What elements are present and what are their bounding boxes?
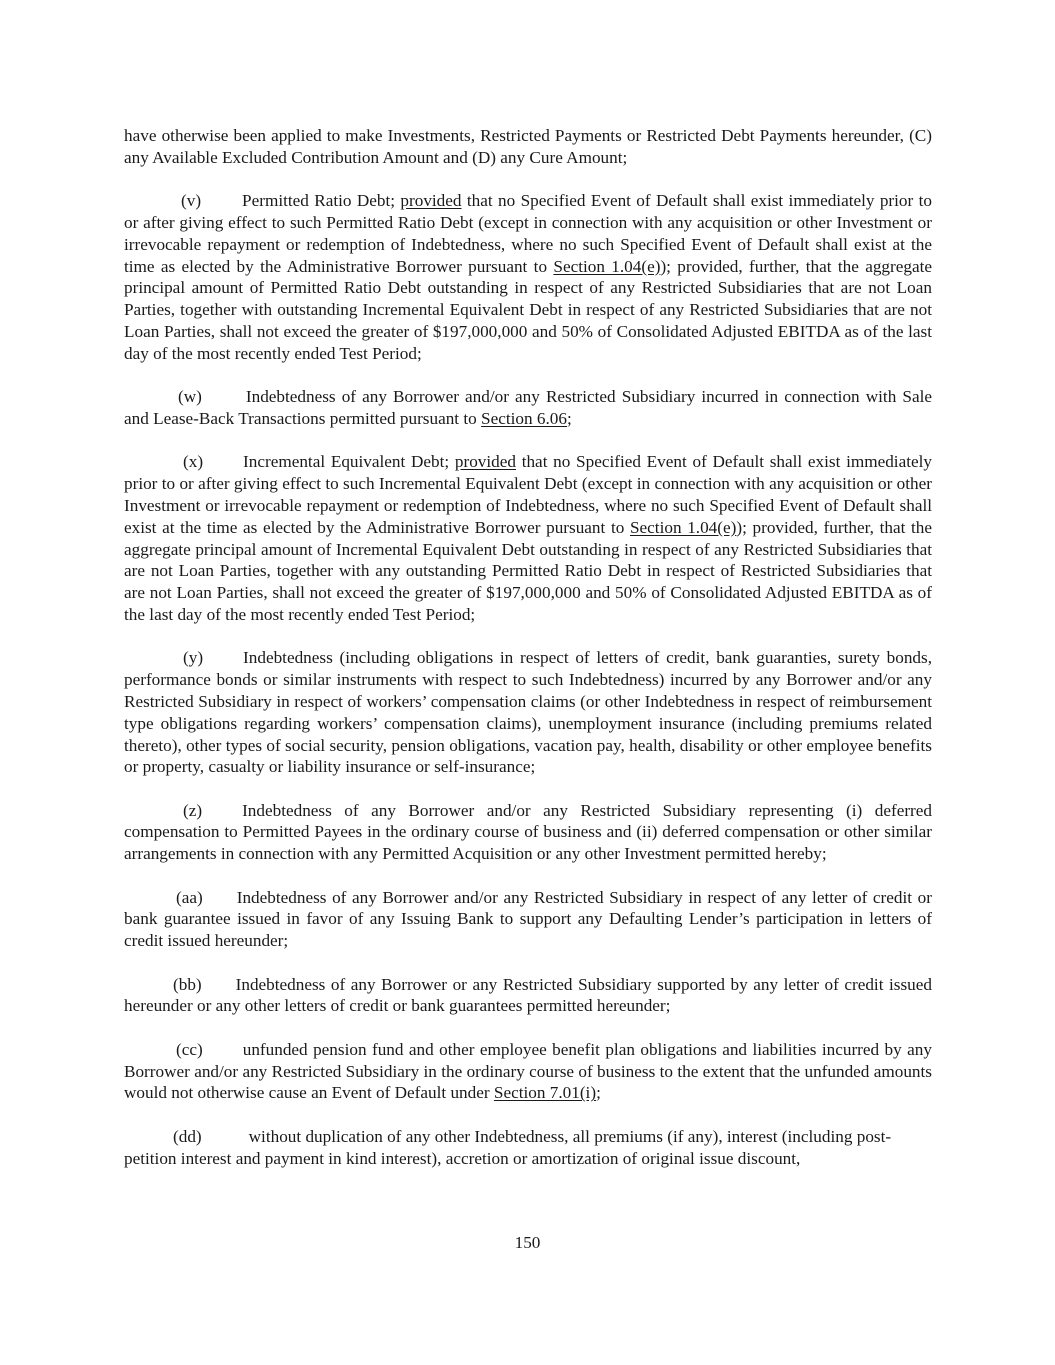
clause-text: ;	[566, 408, 572, 428]
clause-x	[124, 451, 932, 625]
clause-text: ); provided, further, that the aggregate principal amount of Permitted Ratio Debt outstanding in respect of any Restricted Subsidiaries that are not Loan Parties, together with outstanding Incremental Equivalent Debt in respect of any Restricted Subsidiaries that are not Loan Parties, shall not exceed the greater of $197,000,000 and 50% of Consolidated Adjusted EBITDA as of the last day of the most recently ended Test Period;	[124, 256, 932, 363]
clause-label: (aa)	[176, 887, 203, 907]
clause-dd	[124, 1126, 932, 1170]
clause-text: Indebtedness of any Borrower and/or any Restricted Subsidiary in respect of any letter of credit or bank guarantee issued in favor of any Issuing Bank to support any Defaulting Lender’s participation in letters of credit issued hereunder;	[124, 887, 932, 951]
clause-label: (cc)	[176, 1039, 203, 1059]
clause-label: (w)	[178, 387, 202, 407]
paragraph-list	[124, 190, 932, 1169]
clause-text: unfunded pension fund and other employee benefit plan obligations and liabilities incurred by any Borrower and/or any Restricted Subsidiary in the ordinary course of business to the extent that the unfunded amounts would not otherwise cause an Event of Default under	[124, 1039, 932, 1103]
clause-w	[124, 386, 932, 430]
clause-label: (x)	[183, 452, 204, 472]
cross-reference-link: Section 7.01(i)	[493, 1083, 597, 1103]
clause-text: Indebtedness (including obligations in respect of letters of credit, bank guaranties, surety bonds, performance bonds or similar instruments with respect to such Indebtedness) incurred by any Borrower and/or any Restricted Subsidiary in respect of workers’ compensation claims (or other Indebtedness in respect of reimbursement type obligations regarding workers’ compensation claims), unemployment insurance (including premiums related thereto), other types of social security, pension obligations, vacation pay, health, disability or other employee benefits or property, casualty or liability insurance or self-insurance;	[124, 648, 932, 777]
cross-reference-link: Section 1.04(e)	[553, 256, 661, 276]
cross-reference-link: Section 1.04(e)	[629, 517, 737, 537]
clause-text: Indebtedness of any Borrower or any Restricted Subsidiary supported by any letter of credit issued hereunder or any other letters of credit or bank guarantees permitted hereunder;	[124, 974, 932, 1016]
clause-label: (dd)	[173, 1126, 202, 1146]
clause-text: Indebtedness of any Borrower and/or any Restricted Subsidiary representing (i) deferred compensation to Permitted Payees in the ordinary course of business and (ii) deferred compensation or other similar arrangements in connection with any Permitted Acquisition or any other Investment permitted hereby;	[124, 800, 932, 864]
clause-text: Indebtedness of any Borrower and/or any Restricted Subsidiary incurred in connection with Sale and Lease-Back Transactions permitted pursuant to	[124, 387, 932, 428]
clause-z	[124, 800, 932, 865]
clause-text: ); provided, further, that the aggregate principal amount of Incremental Equivalent Debt outstanding in respect of any Restricted Subsidiaries that are not Loan Parties, together with any outstanding Permitted Ratio Debt in respect of Restricted Subsidiaries that are not Loan Parties, shall not exceed the greater of $197,000,000 and 50% of Consolidated Adjusted EBITDA as of the last day of the most recently ended Test Period;	[124, 517, 932, 624]
clause-text: that no Specified Event of Default shall exist immediately prior to or after giving effect to such Permitted Ratio Debt (except in connection with any acquisition or other Investment or irrevocable repayment or redemption of Indebtedness, where no such Specified Event of Default shall exist at the time as elected by the Administrative Borrower pursuant to	[124, 191, 932, 276]
clause-aa	[124, 887, 932, 952]
page-number: 150	[514, 1233, 541, 1252]
clause-v	[124, 190, 932, 364]
clause-label: (z)	[183, 800, 203, 820]
clause-text: without duplication of any other Indebtedness, all premiums (if any), interest (including post-petition interest and payment in kind interest), accretion or amortization of original issue discount,	[124, 1126, 892, 1168]
clause-label: (v)	[181, 191, 202, 211]
clause-text: ;	[596, 1083, 601, 1103]
clause-text: Permitted Ratio Debt;	[242, 191, 401, 211]
cross-reference-link: provided	[454, 452, 516, 472]
clause-label: (y)	[183, 648, 204, 668]
clause-bb	[124, 974, 932, 1018]
clause-cc	[124, 1039, 932, 1104]
clause-text: that no Specified Event of Default shall exist immediately prior to or after giving effect to such Incremental Equivalent Debt (except in connection with any acquisition or other Investment or irrevocable repayment or redemption of Indebtedness, where no such Specified Event of Default shall exist at the time as elected by the Administrative Borrower pursuant to	[124, 452, 932, 537]
clause-y	[124, 647, 932, 778]
clause-label: (bb)	[173, 974, 202, 994]
cross-reference-link: provided	[400, 191, 462, 211]
clause-text: Incremental Equivalent Debt;	[243, 452, 455, 472]
document-body	[124, 125, 932, 1191]
cross-reference-link: Section 6.06	[481, 408, 567, 428]
opening-paragraph: have otherwise been applied to make Investments, Restricted Payments or Restricted Debt Payments hereunder, (C) any Available Excluded Contribution Amount and (D) any Cure Amount;	[124, 126, 932, 167]
